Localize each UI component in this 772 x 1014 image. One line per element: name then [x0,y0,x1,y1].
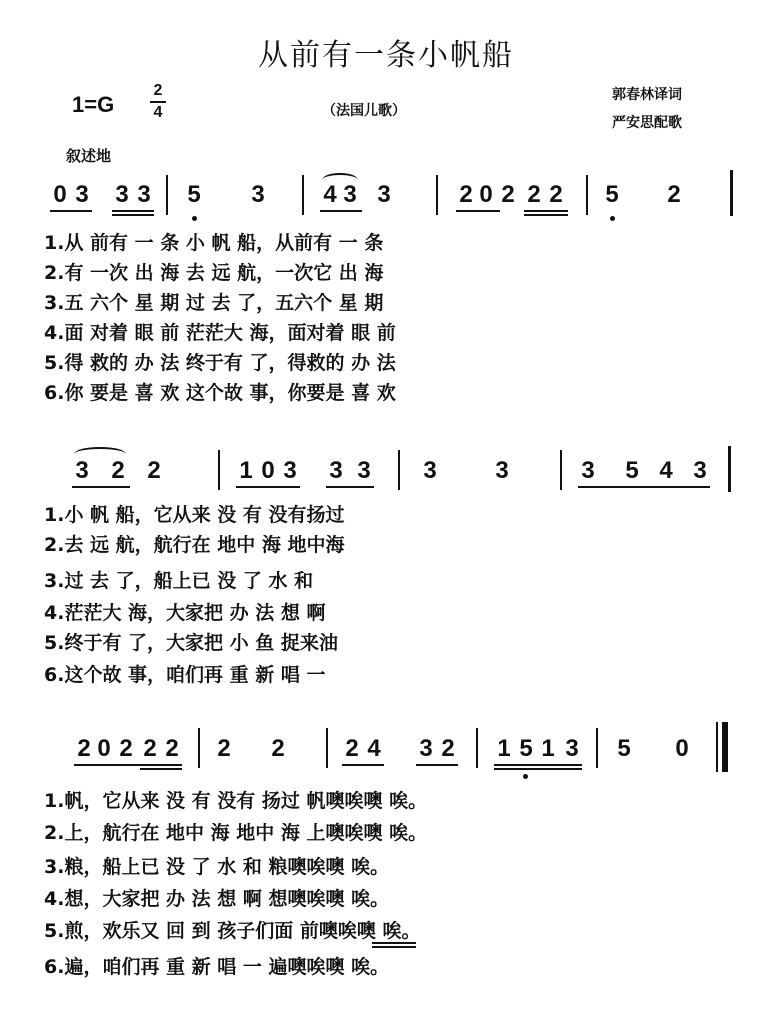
note: 3 [251,181,265,208]
note: 2 [345,735,359,762]
lyric-line-v5: 5.终于有 了，大家把 小 鱼 捉来油 [44,632,338,654]
note: 2 [77,735,91,762]
note: 2 [271,735,285,762]
song-origin: （法国儿歌） [322,103,406,119]
time-signature-bottom: 4 [153,104,163,121]
note: 2 [667,181,681,208]
note: 3 [565,735,579,762]
note: 1 [239,457,253,484]
note: 3 [343,181,357,208]
lyric-line-v3: 3.过 去 了，船上已 没 了 水 和 [44,570,314,592]
lyric-line-v4: 4.想，大家把 办 法 想 啊 想噢唉噢 唉。 [44,888,390,910]
barline [560,450,562,490]
barline [476,728,478,768]
note: 3 [137,181,151,208]
note: 5 [605,181,619,208]
low-octave-dot [192,216,197,221]
beam [72,486,130,488]
note: 2 [147,457,161,484]
lyric-line-v6: 6.这个故 事，咱们再 重 新 唱 一 [44,664,326,686]
barline [398,450,400,490]
note: 4 [323,181,337,208]
barline [198,728,200,768]
note: 3 [357,457,371,484]
note: 0 [675,735,689,762]
note: 0 [479,181,493,208]
barline [586,175,588,215]
note: 3 [329,457,343,484]
low-octave-dot [523,774,528,779]
lyric-line-v2: 2.有 一次 出 海 去 远 航，一次它 出 海 [44,262,384,284]
lyric-line-v5: 5.煎，欢乐又 回 到 孩子们面 前噢唉噢 唉。 [44,920,421,942]
lyric-line-v4: 4.茫茫大 海，大家把 办 法 想 啊 [44,602,326,624]
time-signature [148,82,168,122]
note: 3 [115,181,129,208]
barline [218,450,220,490]
barline [302,175,304,215]
note: 3 [419,735,433,762]
song-title: 从前有一条小帆船 [258,38,514,73]
note: 2 [459,181,473,208]
beam [494,768,582,770]
lyric-line-v2: 2.去 远 航，航行在 地中 海 地中海 [44,534,345,556]
lyric-line-v1: 1.小 帆 船，它从来 没 有 没有扬过 [44,504,345,526]
key-signature: 1=G [72,92,115,117]
note: 0 [261,457,275,484]
time-signature-top: 2 [153,82,163,99]
beam [140,768,182,770]
final-barline-thin [716,722,718,772]
lyric-line-v2: 2.上，航行在 地中 海 地中 海 上噢唉噢 唉。 [44,822,428,844]
lyric-line-v6: 6.你 要是 喜 欢 这个故 事，你要是 喜 欢 [44,382,396,404]
barline [436,175,438,215]
beam [320,210,362,212]
lyric-line-v1: 1.帆，它从来 没 有 没有 扬过 帆噢唉噢 唉。 [44,790,428,812]
barline [730,170,733,216]
beam [50,210,92,212]
note: 2 [143,735,157,762]
time-signature-line [150,101,166,103]
beam [236,486,300,488]
note: 3 [423,457,437,484]
lyric-line-v5: 5.得 救的 办 法 终于有 了，得救的 办 法 [44,352,396,374]
beam [112,210,154,212]
note: 2 [119,735,133,762]
ornament-mark [372,946,416,948]
arranger-credit: 严安思配歌 [612,115,682,131]
lyric-line-v3: 3.粮，船上已 没 了 水 和 粮噢唉噢 唉。 [44,856,390,878]
note: 2 [527,181,541,208]
note: 3 [75,457,89,484]
beam [524,210,568,212]
lyric-line-v4: 4.面 对着 眼 前 茫茫大 海，面对着 眼 前 [44,322,396,344]
note: 4 [367,735,381,762]
note: 5 [625,457,639,484]
final-barline-thick [722,722,728,772]
beam [74,764,182,766]
note: 2 [441,735,455,762]
tempo-marking: 叙述地 [66,147,112,165]
slur [74,447,126,461]
note: 0 [97,735,111,762]
note: 1 [541,735,555,762]
barline [596,728,598,768]
note: 2 [549,181,563,208]
note: 2 [501,181,515,208]
lyric-line-v1: 1.从 前有 一 条 小 帆 船，从前有 一 条 [44,232,384,254]
lyric-line-v3: 3.五 六个 星 期 过 去 了，五六个 星 期 [44,292,384,314]
note: 5 [187,181,201,208]
slur [322,173,358,187]
ornament-mark [372,942,416,944]
note: 3 [377,181,391,208]
note: 1 [497,735,511,762]
note: 2 [217,735,231,762]
note: 2 [165,735,179,762]
note: 3 [581,457,595,484]
lyricist-credit: 郭春林译词 [612,87,682,103]
barline [166,175,168,215]
note: 2 [111,457,125,484]
note: 3 [495,457,509,484]
beam [524,214,568,216]
lyric-line-v6: 6.遍，咱们再 重 新 唱 一 遍噢唉噢 唉。 [44,956,390,978]
note: 5 [519,735,533,762]
beam [342,764,384,766]
note: 4 [659,457,673,484]
note: 5 [617,735,631,762]
beam [326,486,374,488]
note: 3 [75,181,89,208]
beam [578,486,710,488]
beam [112,214,154,216]
note: 3 [283,457,297,484]
barline [728,446,731,492]
beam [456,210,500,212]
note: 3 [693,457,707,484]
beam [494,764,582,766]
beam [416,764,458,766]
low-octave-dot [610,216,615,221]
barline [326,728,328,768]
note: 0 [53,181,67,208]
